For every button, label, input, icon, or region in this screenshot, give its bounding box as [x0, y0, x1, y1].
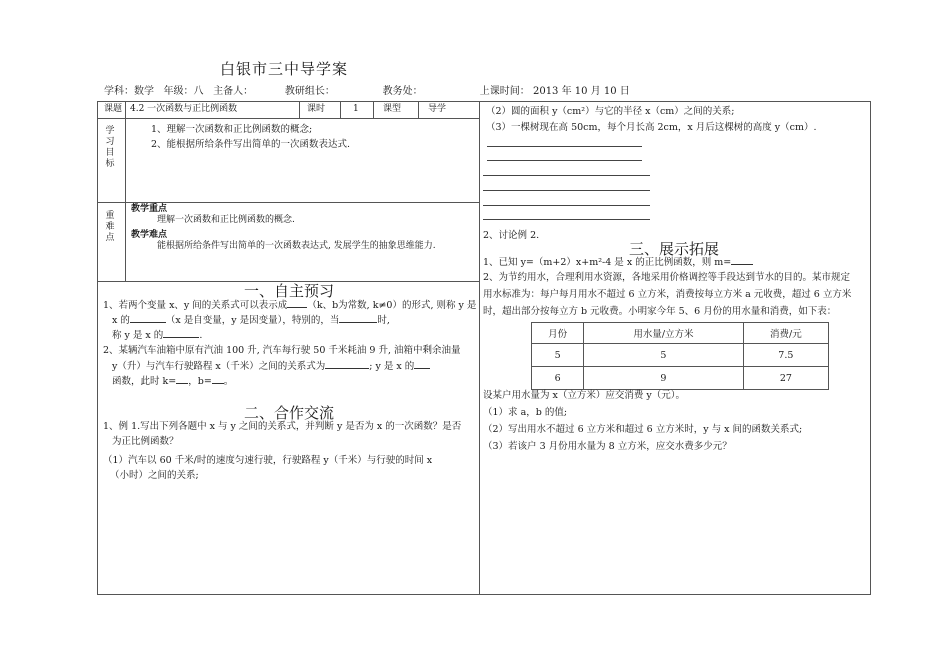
example-1-line-2: 为正比例函数？ — [112, 436, 179, 447]
answer-blank[interactable] — [731, 254, 753, 265]
example-1: 1、例 1.写出下列各题中 x 与 y 之间的关系式，并判断 y 是否为 x 的一次函数？是否 — [103, 421, 462, 432]
answer-blank[interactable] — [325, 358, 369, 369]
meta-preparer: 主备人： — [213, 86, 254, 97]
table-cell: 7.5 — [743, 344, 828, 367]
table-row — [532, 344, 829, 367]
header-cell-border — [418, 101, 419, 118]
section-3-heading: 三、展示拓展 — [629, 240, 720, 258]
table-cell: 9 — [584, 367, 744, 390]
example-1-part-2: （2）圆的面积 y（cm²）与它的半径 x（cm）之间的关系; — [486, 106, 735, 117]
table-header-row — [532, 323, 829, 344]
period-value: 1 — [353, 104, 359, 114]
goal-1: 1、理解一次函数和正比例函数的概念; — [151, 124, 313, 135]
table-cell: 5 — [584, 344, 744, 367]
topic-value: 4.2 一次函数与正比例函数 — [130, 104, 238, 114]
answer-line[interactable] — [483, 219, 650, 220]
preview-question-1: 1、若两个变量 x、y 间的关系式可以表示成 （k、b为常数, k≠0）的形式, 则称 y 是 — [103, 297, 476, 313]
extension-question-2: 2、为节约用水，合理利用水资源，各地采用价格调控等手段达到节水的目的。某市规定 — [483, 272, 851, 283]
topic-label: 课题 — [104, 104, 123, 114]
header-cell-border — [373, 101, 374, 118]
header-cell-border — [299, 101, 300, 118]
goals-label: 学习目标 — [105, 126, 115, 169]
goal-2: 2、能根据所给条件写出简单的一次函数表达式. — [151, 139, 351, 150]
extension-question-2-line-3: 时，超出部分按每立方 b 元收费。小明家今年 5、6 月份的用水量和消费，如下表： — [483, 306, 837, 317]
extension-question-2-line-2: 用水标准为：每户每月用水不超过 6 立方米，消费按每立方米 a 元收费，超过 6 立方米 — [483, 289, 852, 300]
table-header-cell: 用水量/立方米 — [584, 323, 744, 344]
preview-question-1-line-3: 称 y 是 x 的 . — [112, 327, 202, 343]
answer-blank[interactable] — [163, 327, 199, 338]
table-cell: 27 — [743, 367, 828, 390]
meta-office: 教务处： — [382, 86, 423, 97]
column-divider — [479, 101, 480, 595]
header-cell-border — [340, 101, 341, 118]
header-row-border — [97, 118, 479, 119]
answer-line[interactable] — [483, 205, 650, 206]
meta-date: 上课时间： 2013 年 10 月 10 日 — [479, 86, 630, 97]
preview-question-2-line-2: y（升）与汽车行驶路程 x（千米）之间的关系式为 ; y 是 x 的 — [112, 358, 430, 374]
example-1-part-1: （1）汽车以 60 千米/时的速度匀速行驶，行驶路程 y（千米）与行驶的时间 x — [103, 455, 433, 466]
example-1-part-3: （3）一棵树现在高 50cm，每个月长高 2cm，x 月后这棵树的高度 y（cm）. — [486, 122, 817, 133]
type-label: 课型 — [383, 104, 402, 114]
answer-blank[interactable] — [176, 373, 188, 384]
water-fee-table — [531, 322, 829, 390]
meta-row — [104, 82, 630, 97]
sub-question-2: （2）写出用水不超过 6 立方米和超过 6 立方米时，y 与 x 间的函数关系式; — [483, 424, 803, 435]
answer-line[interactable] — [487, 160, 642, 161]
table-cell: 6 — [532, 367, 584, 390]
extension-question-1: 1、已知 y=（m+2）x+m²-4 是 x 的正比例函数，则 m= — [483, 254, 753, 270]
label-column-border — [125, 101, 126, 281]
sub-question-3: （3）若该户 3 月份用水量为 8 立方米，应交水费多少元？ — [483, 441, 732, 452]
difficulty-text: 能根据所给条件写出简单的一次函数表达式, 发展学生的抽象思维能力. — [157, 241, 436, 251]
type-value: 导学 — [428, 104, 447, 114]
variable-definition: 设某户用水量为 x（立方米）应交消费 y（元）。 — [483, 390, 686, 401]
document-title: 白银市三中导学案 — [220, 60, 349, 78]
section-2-heading: 二、合作交流 — [244, 404, 335, 422]
keypoints-label: 重难点 — [105, 211, 115, 243]
discussion-prompt: 2、讨论例 2. — [483, 230, 540, 241]
table-header-cell: 消费/元 — [743, 323, 828, 344]
preview-question-2-line-3: 函数，此时 k= ，b= 。 — [112, 373, 233, 389]
meta-subject: 学科：数学 — [104, 86, 154, 97]
answer-blank[interactable] — [212, 373, 224, 384]
answer-blank[interactable] — [339, 312, 377, 323]
focus-title: 教学重点 — [131, 204, 168, 214]
focus-text: 理解一次函数和正比例函数的概念. — [157, 215, 295, 225]
answer-line[interactable] — [483, 190, 650, 191]
example-1-part-1-line-2: （小时）之间的关系; — [110, 470, 199, 481]
answer-line[interactable] — [483, 175, 650, 176]
meta-leader: 教研组长： — [284, 86, 335, 97]
answer-line[interactable] — [487, 146, 642, 147]
answer-blank[interactable] — [414, 358, 430, 369]
answer-blank[interactable] — [287, 297, 307, 308]
answer-blank[interactable] — [130, 312, 166, 323]
table-row — [532, 367, 829, 390]
table-header-cell: 月份 — [532, 323, 584, 344]
period-label: 课时 — [307, 104, 326, 114]
preview-question-1-line-2: x 的 （x 是自变量，y 是因变量），特别的，当 时, — [112, 312, 390, 328]
sub-question-1: （1）求 a，b 的值; — [483, 407, 568, 418]
table-cell: 5 — [532, 344, 584, 367]
difficulty-title: 教学难点 — [131, 230, 168, 240]
meta-grade: 年级：八 — [163, 86, 204, 97]
section-1-heading: 一、自主预习 — [244, 282, 335, 300]
preview-question-2: 2、某辆汽车油箱中原有汽油 100 升, 汽车每行驶 50 千米耗油 9 升, 油箱中剩余油量 — [103, 345, 461, 356]
